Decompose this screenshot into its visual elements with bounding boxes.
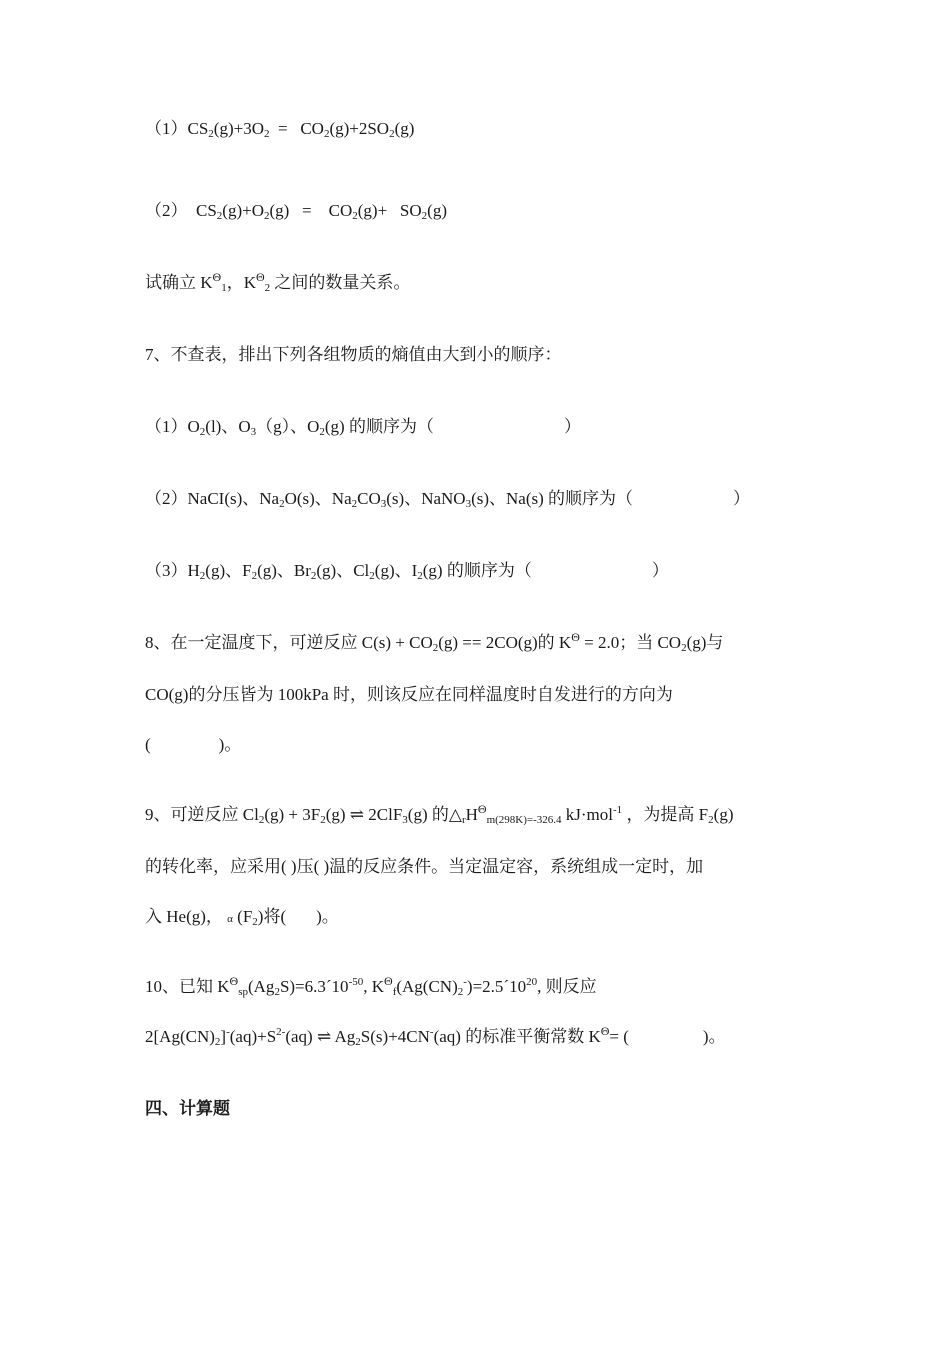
q10-line-2: $2[Ag(CN)_2]^-(aq)+S^{2-}(aq)$ ⇌ $Ag_2S(s)+4CN^-(aq)$ 的标准平衡常数 $K^\Theta=$ ( )。 bbox=[145, 1024, 726, 1048]
q7-item-1: $(1)O_2(l)$、$O_3(g)$、$O_2(g)$ 的顺序为（ ） bbox=[145, 417, 581, 438]
q7-item-1-close: ） bbox=[563, 417, 581, 436]
equation-2-text: $CS_2(g)+O_2(g)$ = $CO_2(g)+ SO_2(g)$ bbox=[187, 201, 447, 222]
equation-1 bbox=[145, 118, 414, 140]
q7-item-3: $(3)H_2(g)$、$F_2(g)$、$Br_2(g)$、$Cl_2(g)$、$I_2(g)$ 的顺序为（ ） bbox=[145, 561, 669, 582]
q8-line-1: 8、在一定温度下，可逆反应 $C(s) + CO_2(g) == 2CO(g)$的 $K^\Theta = 2.0$；当 $CO_2(g)$与 bbox=[145, 630, 724, 654]
equation-1-text: $CS_2(g)+3O_2 = CO_2(g)+2SO_2(g)$ bbox=[187, 119, 415, 140]
section-heading-calculation: 四、计算题 bbox=[145, 1099, 230, 1119]
equation-1-label: （1） bbox=[145, 119, 188, 138]
equilibrium-arrow-icon: ⇌ bbox=[316, 1027, 332, 1046]
q9-line-3: 入 He(g)， α $(F_2)$将( )。 bbox=[145, 907, 339, 928]
q9-line-1: 9、可逆反应 $Cl_2(g) + 3F_2(g)$ ⇌ 2ClF$_3$(g) 的$\triangle_rH^\Theta_{m(298K)=-326.4}$ kJ·mol$^{-1}$ ，为提高 $F_2(g)$ bbox=[145, 802, 734, 826]
q7-item-2-close: ） bbox=[733, 489, 751, 508]
q7-item-2: （2）NaCI(s)、$Na_2O(s)$、$Na_2CO_3(s)$、NaNO$_3$(s)、Na(s) 的顺序为（ ） bbox=[145, 489, 751, 510]
equation-2 bbox=[145, 200, 447, 222]
q7-title: 7、不查表，排出下列各组物质的熵值由大到小的顺序： bbox=[145, 345, 562, 364]
equation-2-label: （2） bbox=[145, 201, 188, 220]
q8-line-3: ( )。 bbox=[145, 735, 242, 754]
equilibrium-arrow-icon: ⇌ bbox=[349, 805, 365, 824]
q8-line-2: CO(g)的分压皆为 100kPa 时，则该反应在同样温度时自发进行的方向为 bbox=[145, 685, 673, 704]
k-relation-text: 试确立 $K^\Theta_1$，$K^\Theta_2$ 之间的数量关系。 bbox=[145, 270, 411, 294]
q7-item-3-close: ） bbox=[651, 561, 669, 580]
q10-line-1: 10、已知 $K^\Theta_{sp}(Ag_2S)=6.3´10^{-50}$, $K^\Theta_f(Ag(CN)_2^-)=2.5´10^{20}$, 则反应 bbox=[145, 974, 597, 998]
q9-line-2: 的转化率，应采用( )压( )温的反应条件。当定温定容，系统组成一定时，加 bbox=[145, 857, 704, 876]
